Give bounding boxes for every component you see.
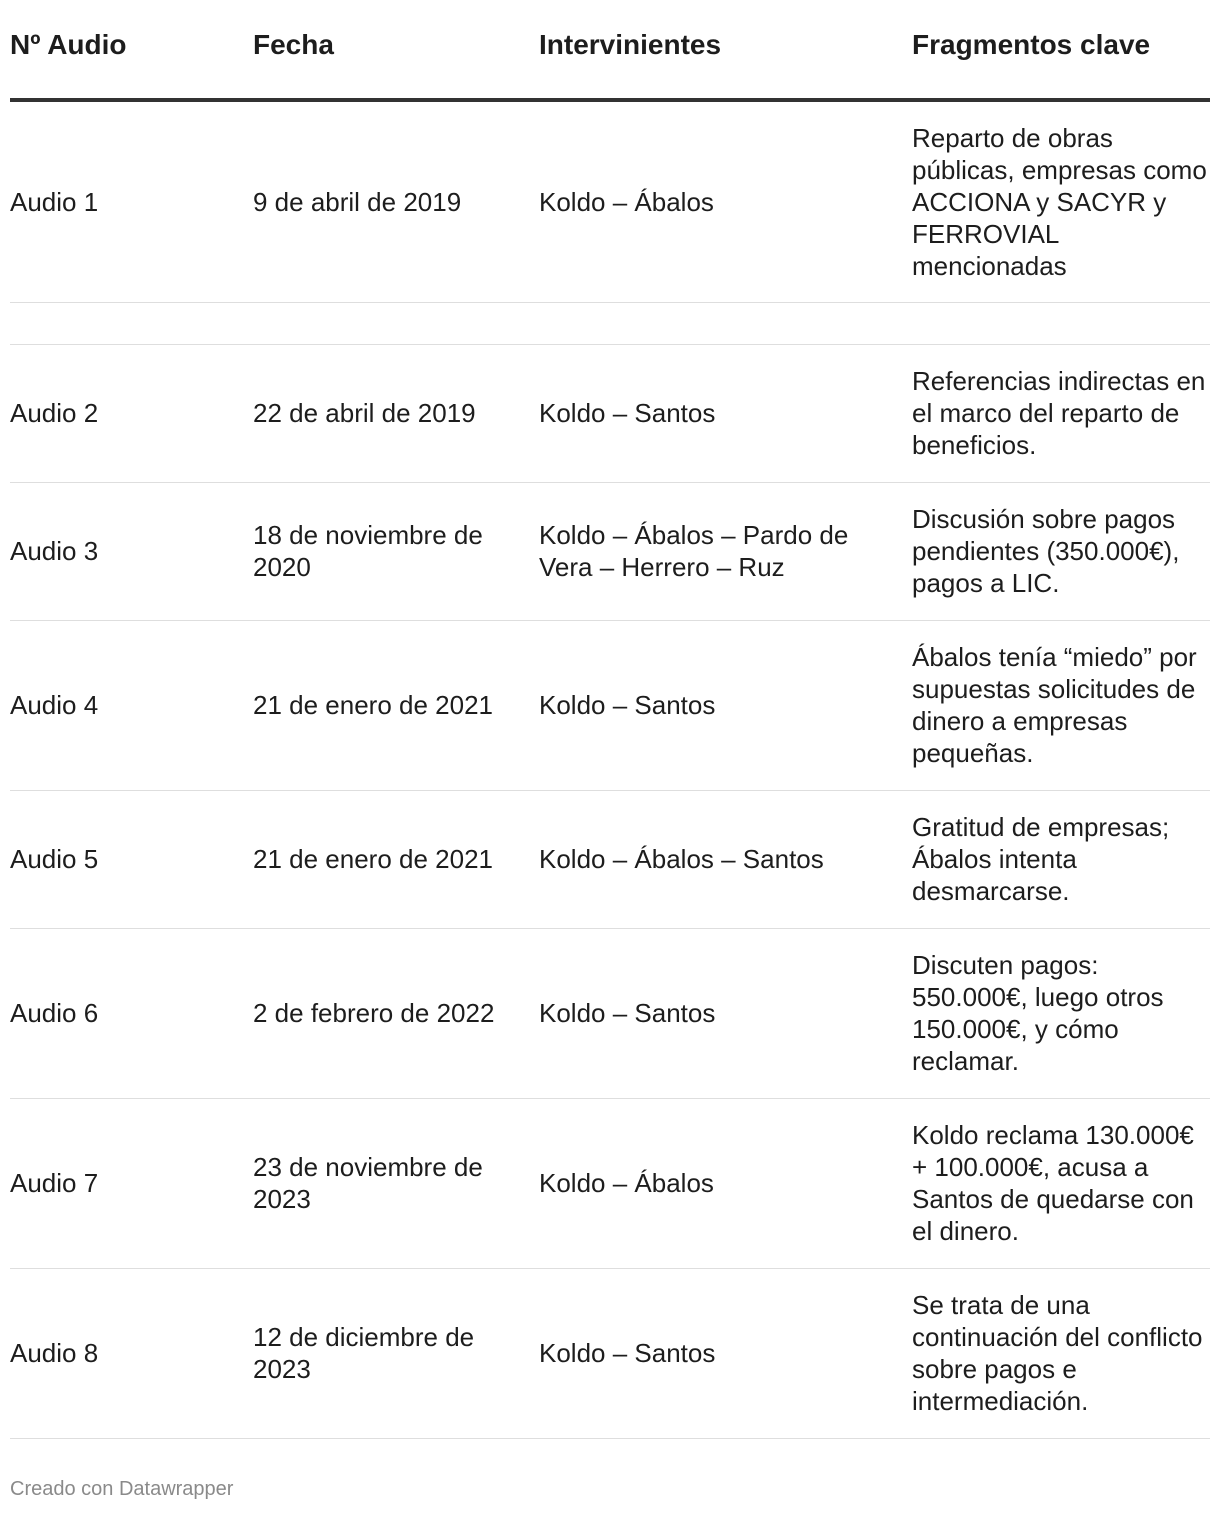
column-header-label: Intervinientes	[539, 29, 722, 60]
cell-intervinientes: Koldo – Santos	[539, 344, 912, 482]
cell-fragmentos: Reparto de obras públicas, empresas como ACCIONA y SACYR y FERROVIAL mencionadas	[912, 100, 1210, 302]
cell-fragmentos: Discuten pagos: 550.000€, luego otros 150.000€, y cómo reclamar.	[912, 928, 1210, 1098]
table-row	[10, 1268, 1210, 1438]
cell-intervinientes: Koldo – Ábalos – Pardo de Vera – Herrero – Ruz	[539, 482, 912, 620]
table-row	[10, 482, 1210, 620]
cell-audio: Audio 1	[10, 100, 253, 302]
cell-fecha: 18 de noviembre de 2020	[253, 482, 539, 620]
column-header-label: Fecha	[253, 29, 334, 60]
table-row	[10, 100, 1210, 302]
audio-table	[10, 0, 1210, 1439]
table-row	[10, 344, 1210, 482]
cell-fecha: 23 de noviembre de 2023	[253, 1098, 539, 1268]
cell-audio	[10, 302, 253, 344]
cell-intervinientes	[539, 302, 912, 344]
cell-audio: Audio 3	[10, 482, 253, 620]
column-header-label: Fragmentos clave	[912, 29, 1151, 60]
cell-intervinientes: Koldo – Santos	[539, 1268, 912, 1438]
table-row	[10, 620, 1210, 790]
cell-audio: Audio 7	[10, 1098, 253, 1268]
column-header-fecha	[253, 0, 539, 100]
column-header-label: Nº Audio	[10, 29, 127, 60]
cell-fragmentos	[912, 302, 1210, 344]
cell-intervinientes: Koldo – Ábalos	[539, 100, 912, 302]
column-header-intervinientes	[539, 0, 912, 100]
table-row	[10, 1098, 1210, 1268]
cell-fragmentos: Se trata de una continuación del conflicto sobre pagos e intermediación.	[912, 1268, 1210, 1438]
cell-fecha: 9 de abril de 2019	[253, 100, 539, 302]
cell-intervinientes: Koldo – Santos	[539, 620, 912, 790]
cell-fecha: 21 de enero de 2021	[253, 620, 539, 790]
cell-fecha: 21 de enero de 2021	[253, 790, 539, 928]
cell-fragmentos: Ábalos tenía “miedo” por supuestas solicitudes de dinero a empresas pequeñas.	[912, 620, 1210, 790]
cell-audio: Audio 5	[10, 790, 253, 928]
cell-intervinientes: Koldo – Santos	[539, 928, 912, 1098]
data-table-container	[10, 0, 1210, 1439]
cell-fragmentos: Gratitud de empresas; Ábalos intenta desmarcarse.	[912, 790, 1210, 928]
datawrapper-credit: Creado con Datawrapper	[10, 1478, 234, 1500]
cell-audio: Audio 8	[10, 1268, 253, 1438]
column-header-fragmentos	[912, 0, 1210, 100]
cell-fragmentos: Referencias indirectas en el marco del reparto de beneficios.	[912, 344, 1210, 482]
cell-fecha	[253, 302, 539, 344]
cell-audio: Audio 6	[10, 928, 253, 1098]
cell-fragmentos: Discusión sobre pagos pendientes (350.000€), pagos a LIC.	[912, 482, 1210, 620]
table-body	[10, 100, 1210, 1438]
table-row	[10, 928, 1210, 1098]
cell-audio: Audio 2	[10, 344, 253, 482]
cell-fecha: 12 de diciembre de 2023	[253, 1268, 539, 1438]
cell-fecha: 22 de abril de 2019	[253, 344, 539, 482]
cell-intervinientes: Koldo – Ábalos	[539, 1098, 912, 1268]
table-row	[10, 302, 1210, 344]
cell-intervinientes: Koldo – Ábalos – Santos	[539, 790, 912, 928]
cell-fragmentos: Koldo reclama 130.000€ + 100.000€, acusa a Santos de quedarse con el dinero.	[912, 1098, 1210, 1268]
table-header-row	[10, 0, 1210, 100]
column-header-audio	[10, 0, 253, 100]
cell-audio: Audio 4	[10, 620, 253, 790]
table-row	[10, 790, 1210, 928]
cell-fecha: 2 de febrero de 2022	[253, 928, 539, 1098]
